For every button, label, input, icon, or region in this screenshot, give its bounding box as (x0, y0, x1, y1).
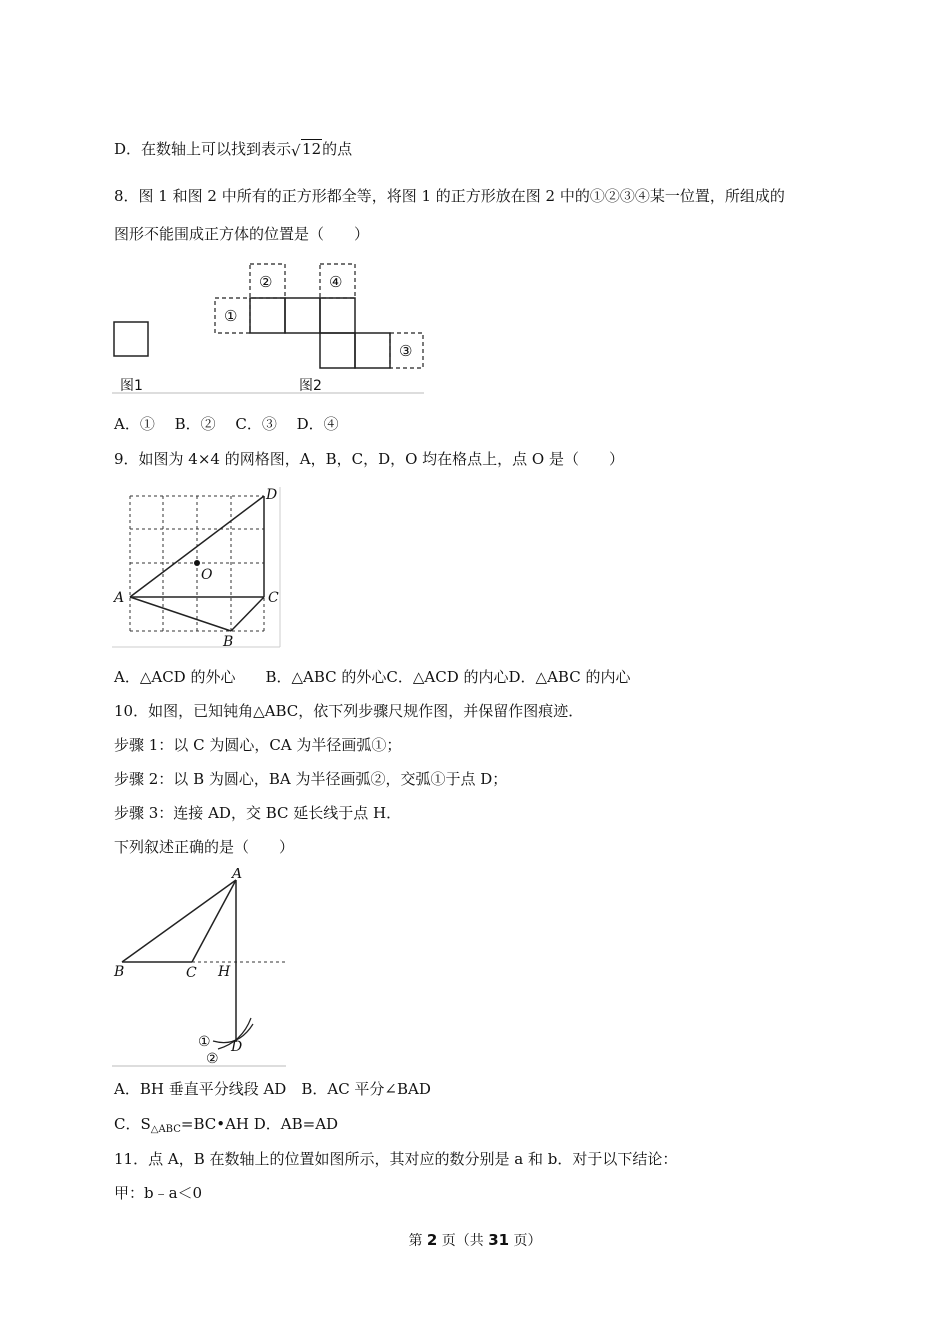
q8-stem-line1: 8．图 1 和图 2 中所有的正方形都全等，将图 1 的正方形放在图 2 中的①②③④某一位置，所组成的 (114, 187, 785, 205)
q10-step2: 步骤 2：以 B 为圆心，BA 为半径画弧②，交弧①于点 D； (114, 770, 508, 788)
q11-jia: 甲：b﹣a＜0 (114, 1184, 203, 1202)
q9-stem: 9．如图为 4×4 的网格图，A，B，C，D，O 均在格点上，点 O 是（ ） (114, 450, 624, 468)
position-label-2: ② (259, 273, 273, 291)
fig1-square (114, 322, 148, 356)
q10-options-ab: A．BH 垂直平分线段 AD B．AC 平分∠BAD (114, 1080, 431, 1098)
label-a: A (114, 590, 125, 606)
q10-stem: 10．如图，已知钝角△ABC，依下列步骤尺规作图，并保留作图痕迹． (114, 702, 584, 720)
label-c: C (186, 965, 197, 981)
side-ab (122, 880, 236, 962)
label-arc2: ② (206, 1051, 219, 1067)
q11-stem: 11．点 A，B 在数轴上的位置如图所示，其对应的数分别是 a 和 b．对于以下结论： (114, 1150, 678, 1168)
q9-options: A．△ACD 的外心 B．△ABC 的外心C．△ACD 的内心D．△ABC 的内心 (114, 668, 631, 686)
q10-step3: 步骤 3：连接 AD，交 BC 延长线于点 H． (114, 804, 402, 822)
position-label-3: ③ (399, 342, 413, 360)
label-d: D (266, 487, 278, 503)
q9-figure (112, 487, 284, 649)
q8-options: A．① B．② C．③ D．④ (114, 415, 339, 433)
q10-step1: 步骤 1：以 C 为圆心，CA 为半径画弧①； (114, 736, 402, 754)
side-ac (192, 880, 236, 962)
point-o (194, 560, 200, 566)
q8-figure (112, 262, 424, 394)
sqrt-expression: √ 12 (291, 140, 322, 160)
position-label-1: ① (224, 307, 238, 325)
q7-option-d: D．在数轴上可以找到表示 √ 12的点 (114, 140, 353, 160)
q8-stem-line2: 图形不能围成正方体的位置是（ ） (114, 225, 370, 243)
dashed-positions (215, 264, 423, 368)
label-a: A (232, 868, 243, 882)
q10-figure (112, 868, 288, 1068)
fig2-label: 图2 (299, 378, 322, 394)
q10-options-cd: C．$S_{\triangle ABC}=BC•AH$ D．AB=AD (114, 1115, 339, 1135)
label-d: D (231, 1039, 243, 1055)
label-h: H (218, 964, 231, 980)
q10-question: 下列叙述正确的是（ ） (114, 838, 295, 856)
position-label-4: ④ (329, 273, 343, 291)
label-b: B (114, 964, 125, 980)
label-arc1: ① (198, 1034, 211, 1050)
label-b: B (223, 634, 234, 649)
label-c: C (268, 590, 279, 606)
label-o: O (201, 567, 213, 583)
page-footer: 第 2 页（共 31 页） (408, 1231, 542, 1249)
fig2-net (250, 298, 390, 368)
fig1-label: 图1 (120, 378, 143, 394)
